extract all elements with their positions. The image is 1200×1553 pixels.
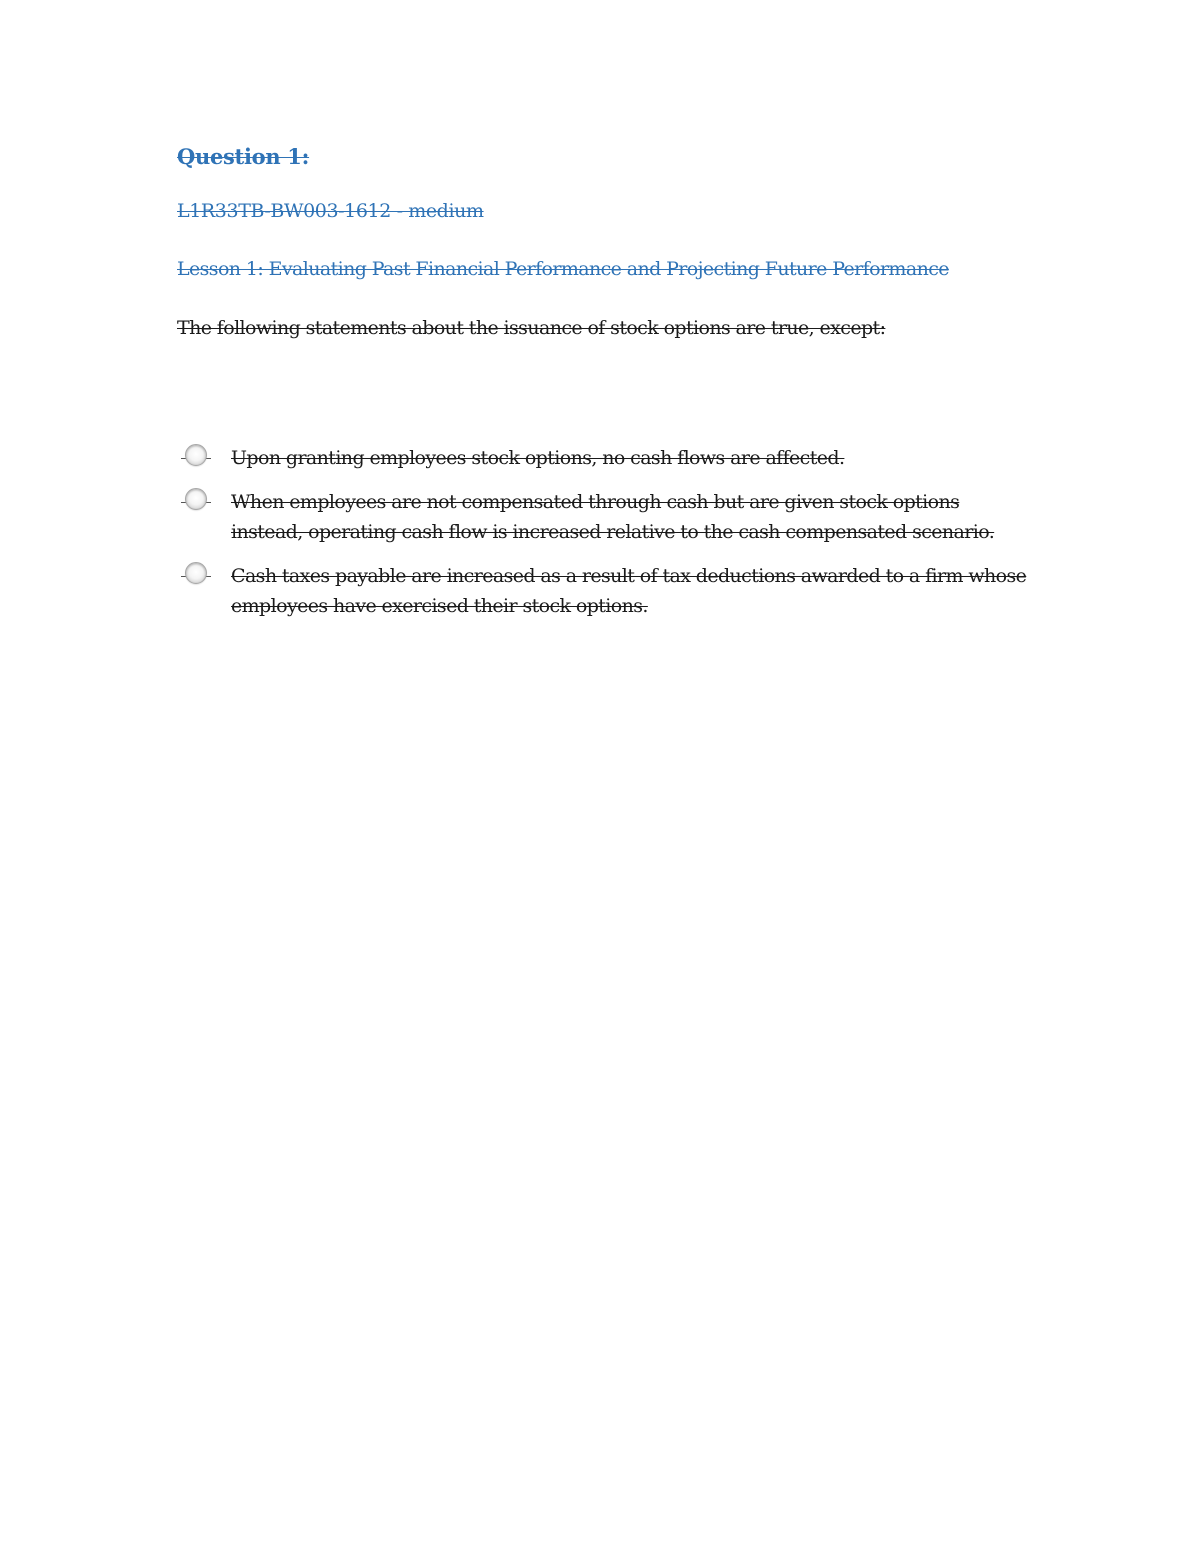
answer-option[interactable] — [177, 443, 1037, 473]
answer-option-label: When employees are not compensated through cash but are given stock options instead, operating cash flow is increased relative to the cash compensated scenario. — [231, 491, 995, 543]
answer-option[interactable] — [177, 561, 1037, 621]
question-prompt: The following statements about the issuance of stock options are true, except: — [177, 317, 886, 339]
radio-button[interactable] — [177, 561, 231, 591]
radio-circle-icon[interactable] — [185, 562, 207, 584]
answer-option-label: Cash taxes payable are increased as a result of tax deductions awarded to a firm whose employees have exercised their stock options. — [231, 565, 1027, 617]
radio-button[interactable] — [177, 443, 231, 473]
answer-options — [177, 443, 1037, 621]
lesson-title: Lesson 1: Evaluating Past Financial Performance and Projecting Future Performance — [177, 258, 949, 280]
radio-circle-icon[interactable] — [185, 444, 207, 466]
answer-option[interactable] — [177, 487, 1037, 547]
question-title: Question 1: — [177, 144, 310, 169]
radio-button[interactable] — [177, 487, 231, 517]
question-block — [177, 138, 1037, 637]
question-id: L1R33TB-BW003-1612 - medium — [177, 200, 484, 222]
answer-option-label: Upon granting employees stock options, no cash flows are affected. — [231, 447, 845, 469]
radio-circle-icon[interactable] — [185, 488, 207, 510]
